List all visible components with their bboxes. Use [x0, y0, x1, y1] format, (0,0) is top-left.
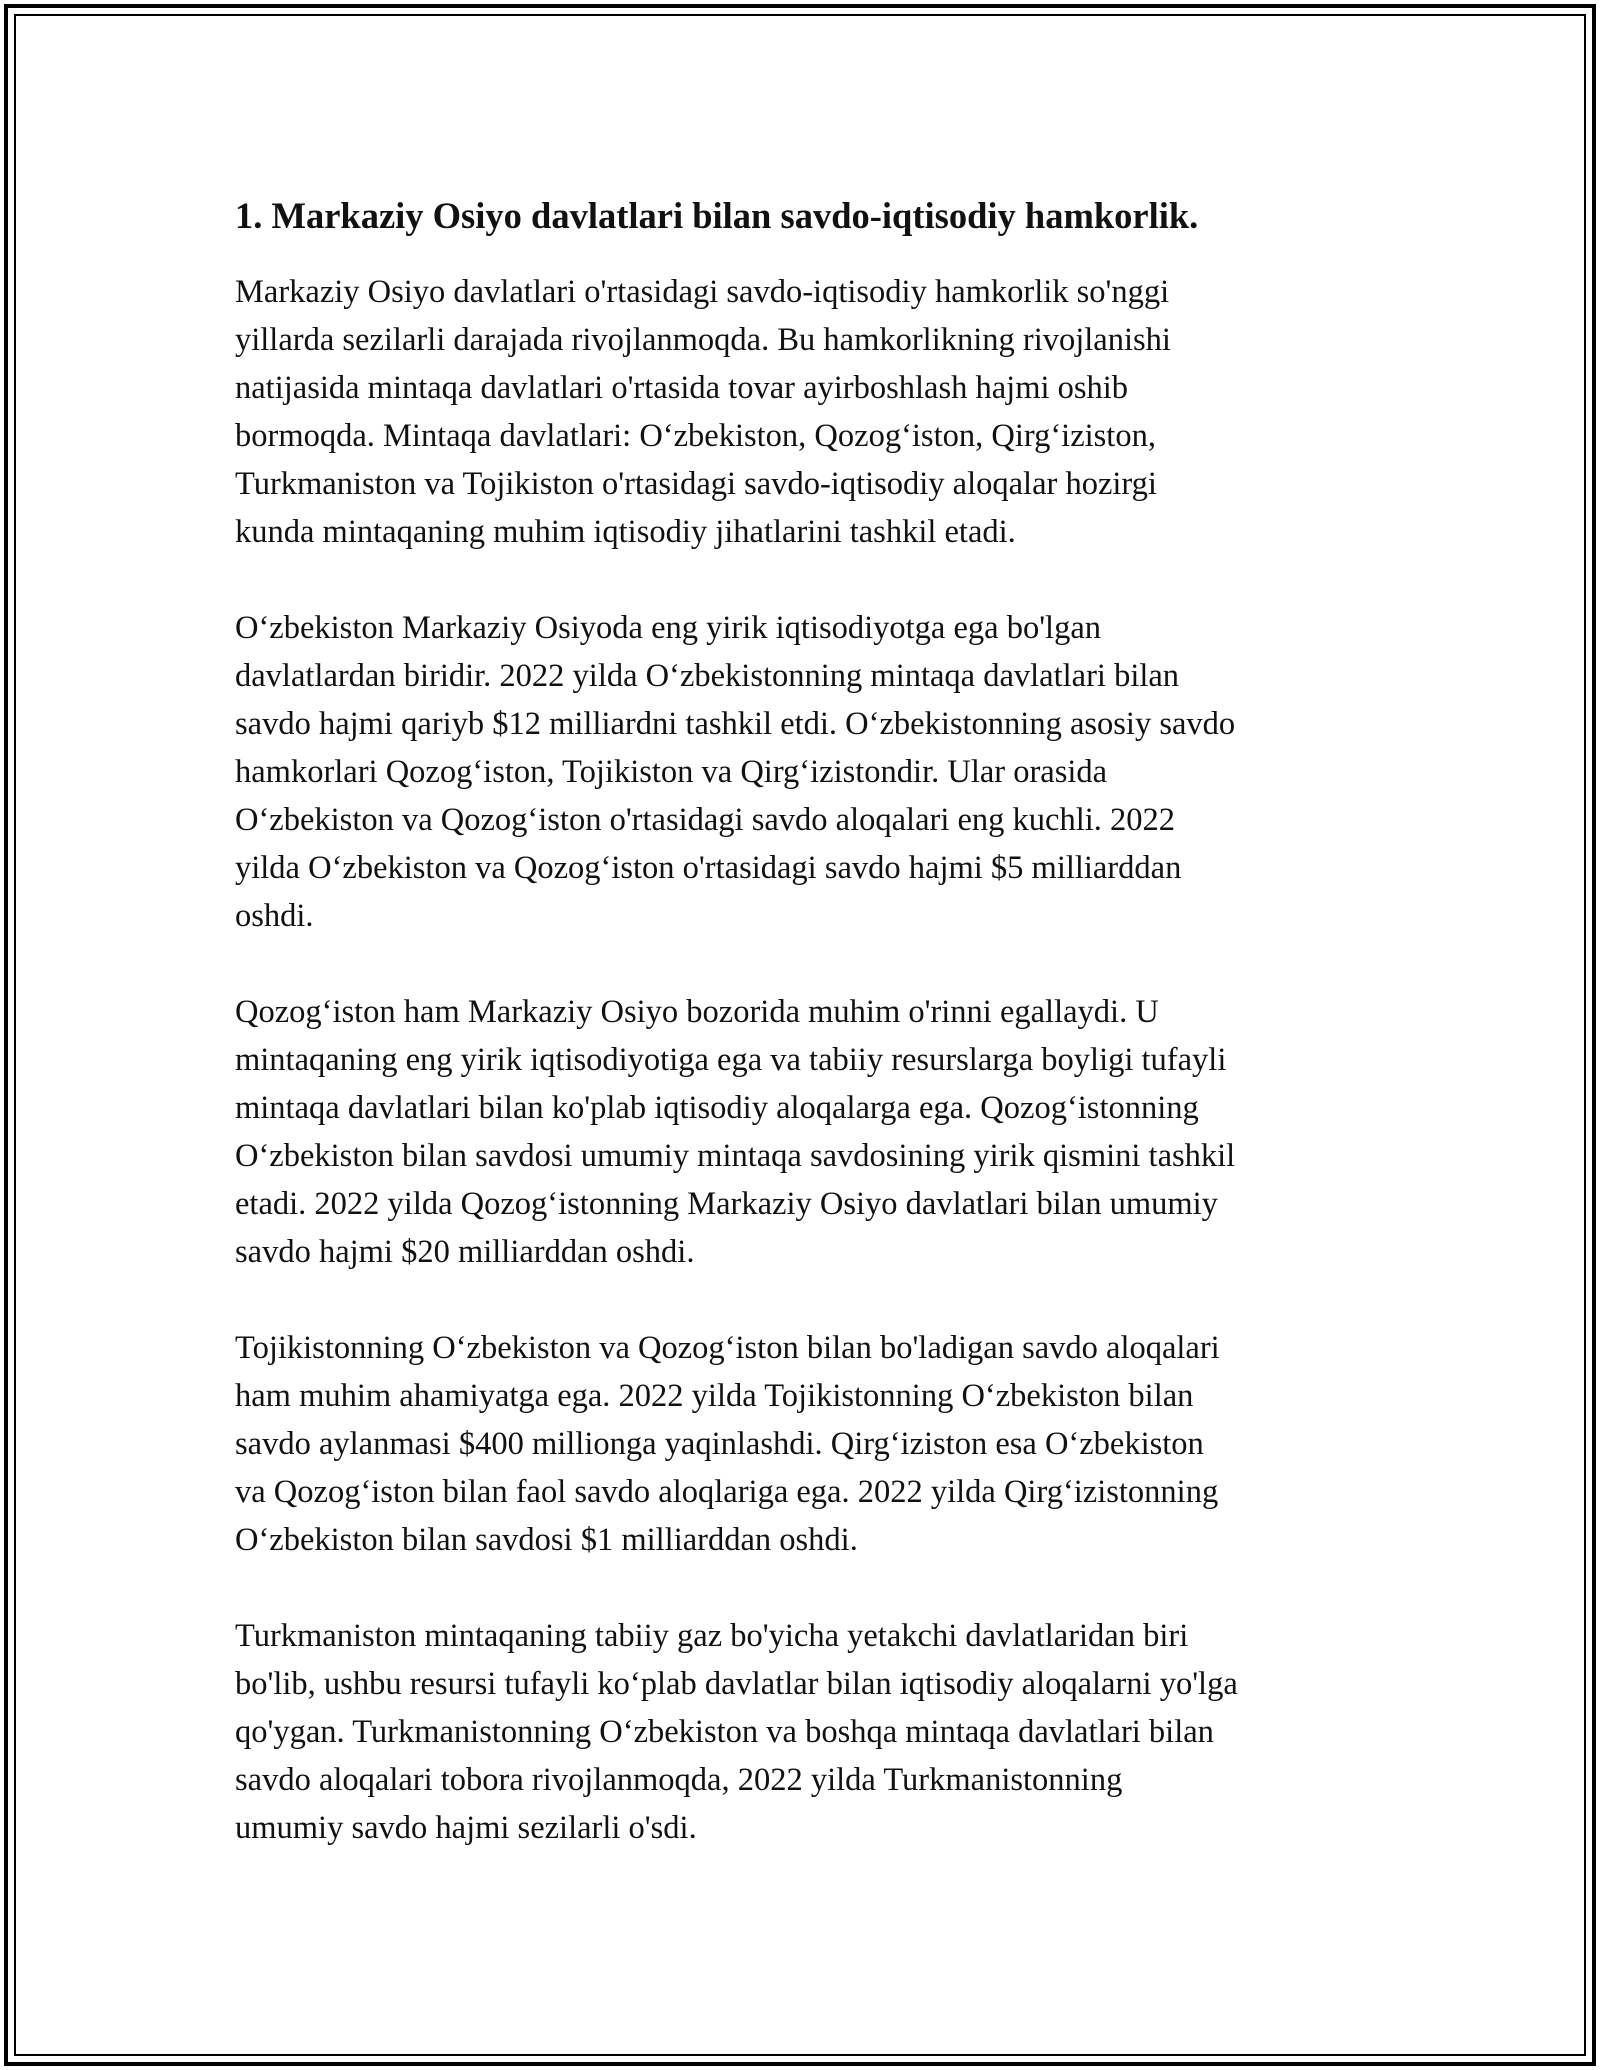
paragraph-line: qo'ygan. Turkmanistonning O‘zbekiston va boshqa mintaqa davlatlari bilan [235, 1714, 1214, 1750]
paragraph-line: O‘zbekiston Markaziy Osiyoda eng yirik iqtisodiyotga ega bo'lgan [235, 610, 1102, 646]
paragraph-line: umumiy savdo hajmi sezilarli o'sdi. [235, 1810, 697, 1846]
paragraph-line: savdo aloqalari tobora rivojlanmoqda, 2022 yilda Turkmanistonning [235, 1762, 1123, 1798]
paragraph-line: hamkorlari Qozog‘iston, Tojikiston va Qirg‘izistondir. Ular orasida [235, 754, 1108, 790]
paragraph-line: savdo aylanmasi $400 millionga yaqinlashdi. Qirg‘iziston esa O‘zbekiston [235, 1426, 1204, 1462]
paragraph-line: ham muhim ahamiyatga ega. 2022 yilda Tojikistonning O‘zbekiston bilan [235, 1378, 1194, 1414]
paragraph-line: yilda O‘zbekiston va Qozog‘iston o'rtasidagi savdo hajmi $5 milliarddan [235, 850, 1182, 886]
paragraph-line: yillarda sezilarli darajada rivojlanmoqda. Bu hamkorlikning rivojlanishi [235, 322, 1171, 358]
paragraph-line: davlatlardan biridir. 2022 yilda O‘zbekistonning mintaqa davlatlari bilan [235, 658, 1180, 694]
paragraph-line: kunda mintaqaning muhim iqtisodiy jihatlarini tashkil etadi. [235, 514, 1016, 550]
body-paragraph [235, 988, 1375, 1276]
paragraph-line: natijasida mintaqa davlatlari o'rtasida tovar ayirboshlash hajmi oshib [235, 370, 1129, 406]
paragraph-line: savdo hajmi qariyb $12 milliardni tashkil etdi. O‘zbekistonning asosiy savdo [235, 706, 1236, 742]
paragraph-line: Tojikistonning O‘zbekiston va Qozog‘iston bilan bo'ladigan savdo aloqalari [235, 1330, 1220, 1366]
paragraph-line: O‘zbekiston bilan savdosi $1 milliarddan oshdi. [235, 1522, 858, 1558]
paragraph-line: bormoqda. Mintaqa davlatlari: O‘zbekiston, Qozog‘iston, Qirg‘iziston, [235, 418, 1156, 454]
paragraph-line: va Qozog‘iston bilan faol savdo aloqlariga ega. 2022 yilda Qirg‘izistonning [235, 1474, 1219, 1510]
paragraph-line: bo'lib, ushbu resursi tufayli ko‘plab davlatlar bilan iqtisodiy aloqalarni yo'lga [235, 1666, 1238, 1702]
paragraph-line: Turkmaniston mintaqaning tabiiy gaz bo'yicha yetakchi davlatlaridan biri [235, 1618, 1189, 1654]
document-body [235, 192, 1375, 1900]
body-paragraph [235, 1324, 1375, 1564]
paragraph-list [235, 268, 1375, 1852]
paragraph-line: savdo hajmi $20 milliarddan oshdi. [235, 1234, 695, 1270]
paragraph-line: O‘zbekiston va Qozog‘iston o'rtasidagi savdo aloqalari eng kuchli. 2022 [235, 802, 1176, 838]
body-paragraph [235, 1612, 1375, 1852]
paragraph-line: etadi. 2022 yilda Qozog‘istonning Markaziy Osiyo davlatlari bilan umumiy [235, 1186, 1218, 1222]
paragraph-line: mintaqa davlatlari bilan ko'plab iqtisodiy aloqalarga ega. Qozog‘istonning [235, 1090, 1199, 1126]
body-paragraph [235, 604, 1375, 940]
document-title: 1. Markaziy Osiyo davlatlari bilan savdo-iqtisodiy hamkorlik. [235, 195, 1199, 236]
paragraph-line: Turkmaniston va Tojikiston o'rtasidagi savdo-iqtisodiy aloqalar hozirgi [235, 466, 1157, 502]
paragraph-line: oshdi. [235, 898, 314, 934]
paragraph-line: Qozog‘iston ham Markaziy Osiyo bozorida muhim o'rinni egallaydi. U [235, 994, 1159, 1030]
paragraph-line: mintaqaning eng yirik iqtisodiyotiga ega va tabiiy resurslarga boyligi tufayli [235, 1042, 1227, 1078]
body-paragraph [235, 268, 1375, 556]
paragraph-line: Markaziy Osiyo davlatlari o'rtasidagi savdo-iqtisodiy hamkorlik so'nggi [235, 274, 1170, 310]
paragraph-line: O‘zbekiston bilan savdosi umumiy mintaqa savdosining yirik qismini tashkil [235, 1138, 1236, 1174]
